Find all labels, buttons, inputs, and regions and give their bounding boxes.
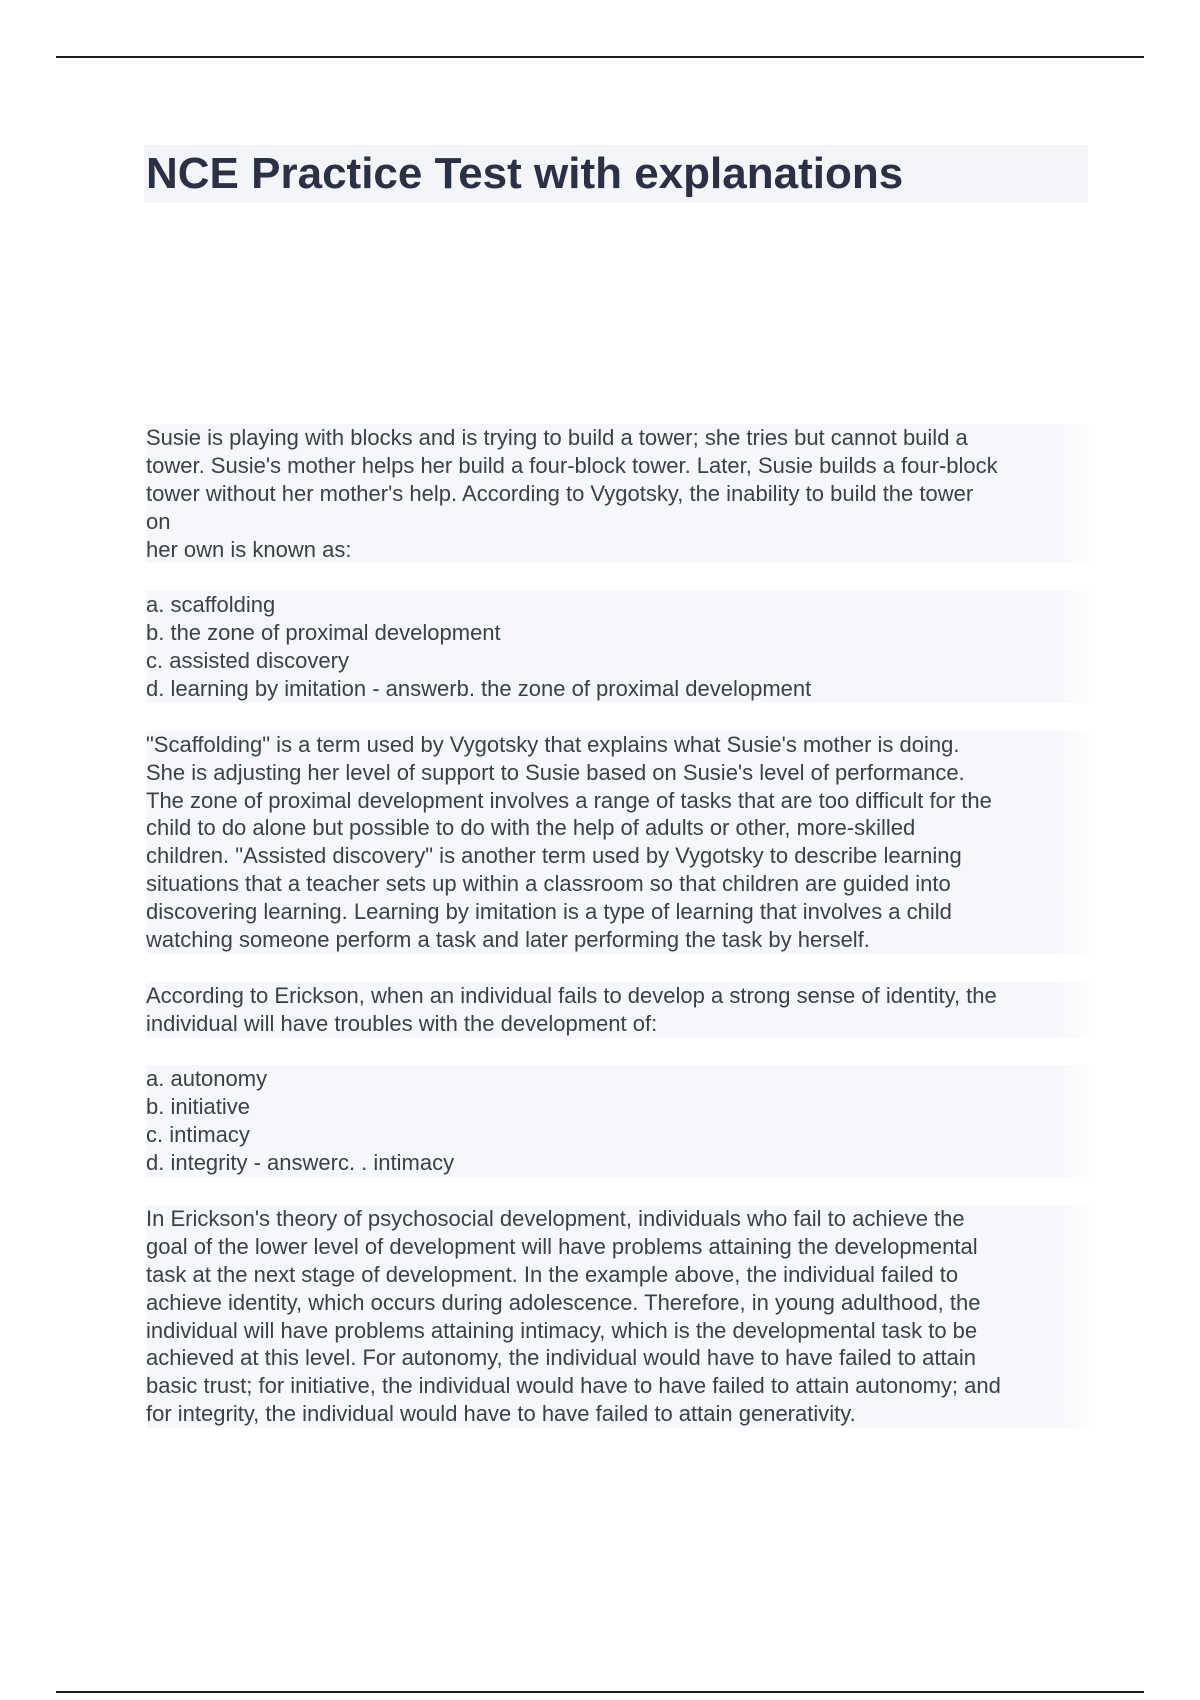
text-line: task at the next stage of development. In the example above, the individual failed to: [146, 1261, 1096, 1289]
text-line: discovering learning. Learning by imitation is a type of learning that involves a child: [146, 898, 1096, 926]
spacer: [146, 563, 1096, 591]
answer-option: a. autonomy: [146, 1065, 1096, 1093]
text-line: "Scaffolding" is a term used by Vygotsky that explains what Susie's mother is doing.: [146, 731, 1096, 759]
text-line: children. "Assisted discovery" is another term used by Vygotsky to describe learning: [146, 842, 1096, 870]
text-line: According to Erickson, when an individual fails to develop a strong sense of identity, the: [146, 982, 1096, 1010]
question-1-explanation: [146, 731, 1096, 954]
answer-option: d. integrity - answerc. . intimacy: [146, 1149, 1096, 1177]
answer-option: b. initiative: [146, 1093, 1096, 1121]
text-line: goal of the lower level of development will have problems attaining the developmental: [146, 1233, 1096, 1261]
question-1-stem: [146, 424, 1096, 563]
text-line: individual will have troubles with the development of:: [146, 1010, 1096, 1038]
question-2-explanation: [146, 1205, 1096, 1428]
document-body: [146, 424, 1096, 1428]
question-1-options: [146, 591, 1096, 703]
text-line: She is adjusting her level of support to Susie based on Susie's level of performance.: [146, 759, 1096, 787]
text-line: Susie is playing with blocks and is trying to build a tower; she tries but cannot build a: [146, 424, 1096, 452]
question-2-options: [146, 1065, 1096, 1177]
answer-option: c. assisted discovery: [146, 647, 1096, 675]
text-line: child to do alone but possible to do with the help of adults or other, more-skilled: [146, 814, 1096, 842]
spacer: [146, 703, 1096, 731]
answer-option: d. learning by imitation - answerb. the zone of proximal development: [146, 675, 1096, 703]
spacer: [146, 954, 1096, 982]
text-line: The zone of proximal development involves a range of tasks that are too difficult for the: [146, 787, 1096, 815]
text-line: tower. Susie's mother helps her build a four-block tower. Later, Susie builds a four-block: [146, 452, 1096, 480]
text-line: achieve identity, which occurs during adolescence. Therefore, in young adulthood, the: [146, 1289, 1096, 1317]
text-line: on: [146, 508, 1096, 536]
top-rule: [56, 56, 1144, 58]
spacer: [146, 1177, 1096, 1205]
bottom-rule: [56, 1691, 1144, 1693]
answer-option: b. the zone of proximal development: [146, 619, 1096, 647]
spacer: [146, 1038, 1096, 1066]
text-line: her own is known as:: [146, 536, 1096, 564]
text-line: watching someone perform a task and later performing the task by herself.: [146, 926, 1096, 954]
text-line: tower without her mother's help. According to Vygotsky, the inability to build the tower: [146, 480, 1096, 508]
text-line: In Erickson's theory of psychosocial development, individuals who fail to achieve the: [146, 1205, 1096, 1233]
page-title: NCE Practice Test with explanations: [146, 149, 904, 198]
text-line: individual will have problems attaining intimacy, which is the developmental task to be: [146, 1317, 1096, 1345]
text-line: for integrity, the individual would have to have failed to attain generativity.: [146, 1400, 1096, 1428]
text-line: situations that a teacher sets up within a classroom so that children are guided into: [146, 870, 1096, 898]
text-line: basic trust; for initiative, the individual would have to have failed to attain autonomy; and: [146, 1372, 1096, 1400]
answer-option: c. intimacy: [146, 1121, 1096, 1149]
text-line: achieved at this level. For autonomy, the individual would have to have failed to attain: [146, 1344, 1096, 1372]
question-2-stem: [146, 982, 1096, 1038]
answer-option: a. scaffolding: [146, 591, 1096, 619]
